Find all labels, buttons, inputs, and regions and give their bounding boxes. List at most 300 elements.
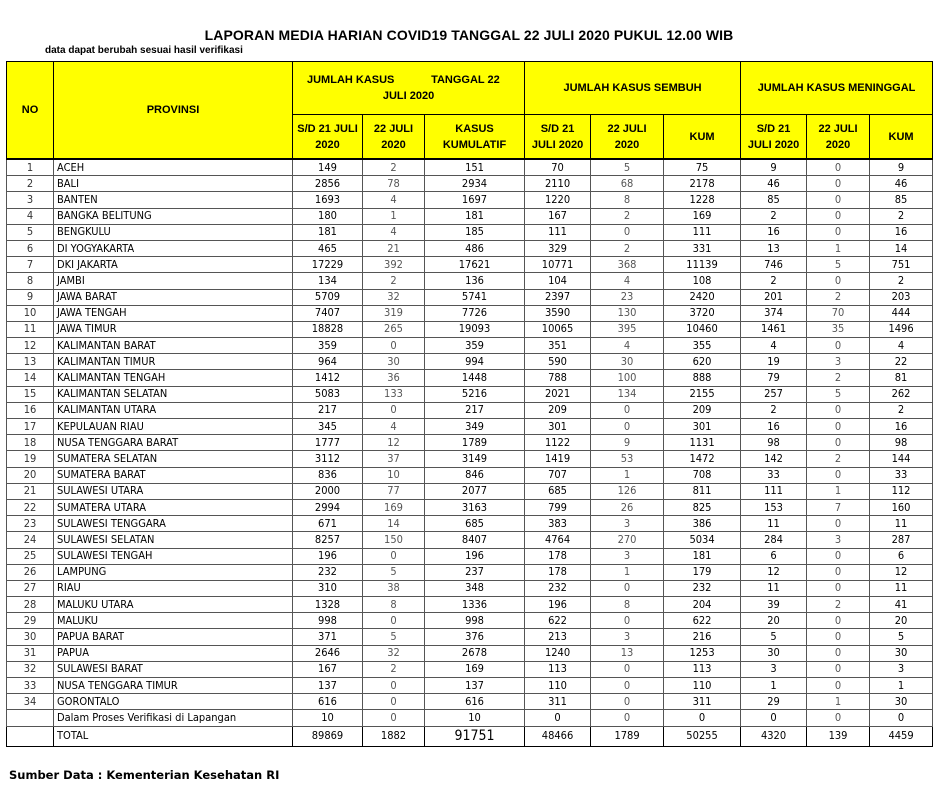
value-cell: 32 xyxy=(363,645,425,661)
value-cell: 8 xyxy=(591,597,664,613)
row-number: 19 xyxy=(7,451,54,467)
province-name: NUSA TENGGARA BARAT xyxy=(54,435,293,451)
row-number: 24 xyxy=(7,532,54,548)
value-cell: 112 xyxy=(870,483,933,499)
value-cell: 9 xyxy=(591,435,664,451)
value-cell: 0 xyxy=(807,338,870,354)
value-cell: 178 xyxy=(525,548,591,564)
value-cell: 2420 xyxy=(664,289,741,305)
row-number: 12 xyxy=(7,338,54,354)
value-cell: 8407 xyxy=(425,532,525,548)
table-row xyxy=(7,678,933,694)
value-cell: 23 xyxy=(591,289,664,305)
value-cell: 10 xyxy=(363,467,425,483)
row-number: 33 xyxy=(7,678,54,694)
value-cell: 37 xyxy=(363,451,425,467)
value-cell: 46 xyxy=(741,176,807,192)
value-cell: 151 xyxy=(425,159,525,176)
value-cell: 11 xyxy=(741,516,807,532)
value-cell: 20 xyxy=(870,613,933,629)
value-cell: 196 xyxy=(293,548,363,564)
row-number: 6 xyxy=(7,240,54,256)
value-cell: 0 xyxy=(807,710,870,726)
value-cell: 12 xyxy=(363,435,425,451)
value-cell: 0 xyxy=(591,580,664,596)
row-number: 20 xyxy=(7,467,54,483)
value-cell: 2646 xyxy=(293,645,363,661)
value-cell: 39 xyxy=(741,597,807,613)
value-cell: 3112 xyxy=(293,451,363,467)
table-row xyxy=(7,580,933,596)
table-row xyxy=(7,516,933,532)
value-cell: 5 xyxy=(870,629,933,645)
row-number: 21 xyxy=(7,483,54,499)
value-cell: 85 xyxy=(870,192,933,208)
header-group-sembuh: JUMLAH KASUS SEMBUH xyxy=(525,62,741,115)
value-cell: 2 xyxy=(591,208,664,224)
row-number: 17 xyxy=(7,419,54,435)
value-cell: 1 xyxy=(363,208,425,224)
subheader-cell xyxy=(870,115,933,160)
value-cell: 181 xyxy=(293,224,363,240)
value-cell: 100 xyxy=(591,370,664,386)
value-cell: 0 xyxy=(591,224,664,240)
province-name: SULAWESI TENGAH xyxy=(54,548,293,564)
value-cell: 0 xyxy=(363,338,425,354)
value-cell: 204 xyxy=(664,597,741,613)
report-title: LAPORAN MEDIA HARIAN COVID19 TANGGAL 22 JULI 2020 PUKUL 12.00 WIB xyxy=(204,27,734,43)
value-cell: 11 xyxy=(870,580,933,596)
table-row xyxy=(7,257,933,273)
value-cell: 2 xyxy=(741,208,807,224)
value-cell: 0 xyxy=(870,710,933,726)
value-cell: 18828 xyxy=(293,321,363,337)
value-cell: 209 xyxy=(664,402,741,418)
value-cell: 3 xyxy=(807,354,870,370)
value-cell: 2 xyxy=(870,208,933,224)
value-cell: 1 xyxy=(870,678,933,694)
value-cell: 139 xyxy=(807,726,870,746)
value-cell: 0 xyxy=(807,176,870,192)
table-header xyxy=(7,62,933,160)
subheader-line2: JULI 2020 xyxy=(531,138,584,151)
value-cell: 181 xyxy=(664,548,741,564)
table-row xyxy=(7,694,933,710)
province-name: KALIMANTAN UTARA xyxy=(54,402,293,418)
row-number: 7 xyxy=(7,257,54,273)
value-cell: 0 xyxy=(591,419,664,435)
province-name: SUMATERA SELATAN xyxy=(54,451,293,467)
value-cell: 33 xyxy=(870,467,933,483)
value-cell: 1 xyxy=(807,694,870,710)
value-cell: 98 xyxy=(870,435,933,451)
value-cell: 12 xyxy=(741,564,807,580)
value-cell: 1777 xyxy=(293,435,363,451)
table-row xyxy=(7,419,933,435)
subheader-line1: 22 JULI xyxy=(607,122,647,135)
value-cell: 5 xyxy=(591,159,664,176)
value-cell: 6 xyxy=(870,548,933,564)
value-cell: 213 xyxy=(525,629,591,645)
value-cell: 0 xyxy=(363,402,425,418)
value-cell: 616 xyxy=(293,694,363,710)
table-row xyxy=(7,273,933,289)
row-number: 32 xyxy=(7,661,54,677)
value-cell: 3720 xyxy=(664,305,741,321)
value-cell: 85 xyxy=(741,192,807,208)
table-row xyxy=(7,402,933,418)
subheader-cell xyxy=(363,115,425,160)
value-cell: 2 xyxy=(363,661,425,677)
value-cell: 4320 xyxy=(741,726,807,746)
value-cell: 2 xyxy=(363,273,425,289)
row-number: 22 xyxy=(7,499,54,515)
value-cell: 153 xyxy=(741,499,807,515)
province-name: PAPUA BARAT xyxy=(54,629,293,645)
value-cell: 137 xyxy=(425,678,525,694)
province-name: SUMATERA UTARA xyxy=(54,499,293,515)
value-cell: 2 xyxy=(591,240,664,256)
value-cell: 998 xyxy=(425,613,525,629)
value-cell: 4 xyxy=(591,338,664,354)
value-cell: 10 xyxy=(425,710,525,726)
value-cell: 671 xyxy=(293,516,363,532)
table-row xyxy=(7,451,933,467)
table-row xyxy=(7,370,933,386)
row-number: 18 xyxy=(7,435,54,451)
value-cell: 284 xyxy=(741,532,807,548)
table-row xyxy=(7,548,933,564)
value-cell: 310 xyxy=(293,580,363,596)
value-cell: 79 xyxy=(741,370,807,386)
value-cell: 7726 xyxy=(425,305,525,321)
value-cell: 19093 xyxy=(425,321,525,337)
table-body xyxy=(7,159,933,746)
row-number: 23 xyxy=(7,516,54,532)
province-name: TOTAL xyxy=(54,726,293,746)
value-cell: 0 xyxy=(807,224,870,240)
value-cell: 287 xyxy=(870,532,933,548)
value-cell: 8 xyxy=(363,597,425,613)
value-cell: 964 xyxy=(293,354,363,370)
value-cell: 5 xyxy=(741,629,807,645)
subheader-cell xyxy=(591,115,664,160)
value-cell: 1 xyxy=(807,483,870,499)
value-cell: 4459 xyxy=(870,726,933,746)
subheader-line2: 2020 xyxy=(315,138,340,151)
value-cell: 351 xyxy=(525,338,591,354)
subheader-cell xyxy=(741,115,807,160)
table-row xyxy=(7,597,933,613)
table-row xyxy=(7,613,933,629)
value-cell: 0 xyxy=(807,435,870,451)
value-cell: 3 xyxy=(591,516,664,532)
value-cell: 78 xyxy=(363,176,425,192)
value-cell: 4 xyxy=(741,338,807,354)
value-cell: 392 xyxy=(363,257,425,273)
value-cell: 2 xyxy=(807,451,870,467)
subheader-cell xyxy=(664,115,741,160)
value-cell: 311 xyxy=(525,694,591,710)
value-cell: 1789 xyxy=(591,726,664,746)
value-cell: 17229 xyxy=(293,257,363,273)
province-name: RIAU xyxy=(54,580,293,596)
value-cell: 7 xyxy=(807,499,870,515)
value-cell: 5709 xyxy=(293,289,363,305)
value-cell: 160 xyxy=(870,499,933,515)
value-cell: 5 xyxy=(363,564,425,580)
value-cell: 799 xyxy=(525,499,591,515)
value-cell: 203 xyxy=(870,289,933,305)
value-cell: 19 xyxy=(741,354,807,370)
value-cell: 2994 xyxy=(293,499,363,515)
row-number: 5 xyxy=(7,224,54,240)
subheader-line1: 22 JULI xyxy=(373,122,414,135)
value-cell: 301 xyxy=(525,419,591,435)
row-number: 27 xyxy=(7,580,54,596)
value-cell: 0 xyxy=(363,678,425,694)
value-cell: 2 xyxy=(870,402,933,418)
value-cell: 444 xyxy=(870,305,933,321)
value-cell: 0 xyxy=(591,402,664,418)
value-cell: 149 xyxy=(293,159,363,176)
value-cell: 9 xyxy=(741,159,807,176)
value-cell: 825 xyxy=(664,499,741,515)
value-cell: 16 xyxy=(870,224,933,240)
value-cell: 16 xyxy=(870,419,933,435)
table-row xyxy=(7,305,933,321)
subheader-line1: S/D 21 xyxy=(540,122,575,135)
value-cell: 1472 xyxy=(664,451,741,467)
value-cell: 16 xyxy=(741,419,807,435)
province-name: LAMPUNG xyxy=(54,564,293,580)
value-cell: 130 xyxy=(591,305,664,321)
value-cell: 144 xyxy=(870,451,933,467)
table-row xyxy=(7,208,933,224)
value-cell: 3149 xyxy=(425,451,525,467)
value-cell: 38 xyxy=(363,580,425,596)
value-cell: 1448 xyxy=(425,370,525,386)
header-group-kasus-line1: JUMLAH KASUS TANGGAL 22 xyxy=(307,74,500,86)
table-row xyxy=(7,661,933,677)
value-cell: 301 xyxy=(664,419,741,435)
value-cell: 14 xyxy=(363,516,425,532)
province-name: KALIMANTAN TENGAH xyxy=(54,370,293,386)
subheader-cell xyxy=(525,115,591,160)
value-cell: 622 xyxy=(525,613,591,629)
value-cell: 179 xyxy=(664,564,741,580)
value-cell: 41 xyxy=(870,597,933,613)
value-cell: 11139 xyxy=(664,257,741,273)
value-cell: 0 xyxy=(807,159,870,176)
table-row xyxy=(7,224,933,240)
value-cell: 349 xyxy=(425,419,525,435)
value-cell: 345 xyxy=(293,419,363,435)
value-cell: 994 xyxy=(425,354,525,370)
province-name: PAPUA xyxy=(54,645,293,661)
province-name: GORONTALO xyxy=(54,694,293,710)
row-number: 15 xyxy=(7,386,54,402)
value-cell: 319 xyxy=(363,305,425,321)
value-cell: 888 xyxy=(664,370,741,386)
value-cell: 20 xyxy=(741,613,807,629)
value-cell: 620 xyxy=(664,354,741,370)
value-cell: 1 xyxy=(591,564,664,580)
value-cell: 196 xyxy=(525,597,591,613)
value-cell: 1461 xyxy=(741,321,807,337)
value-cell: 5 xyxy=(363,629,425,645)
value-cell: 110 xyxy=(525,678,591,694)
value-cell: 3 xyxy=(741,661,807,677)
row-number: 1 xyxy=(7,159,54,176)
value-cell: 590 xyxy=(525,354,591,370)
province-name: SULAWESI UTARA xyxy=(54,483,293,499)
value-cell: 46 xyxy=(870,176,933,192)
value-cell: 355 xyxy=(664,338,741,354)
table-row xyxy=(7,321,933,337)
value-cell: 81 xyxy=(870,370,933,386)
row-number: 8 xyxy=(7,273,54,289)
value-cell: 111 xyxy=(525,224,591,240)
value-cell: 2 xyxy=(807,289,870,305)
row-number xyxy=(7,726,54,746)
value-cell: 1122 xyxy=(525,435,591,451)
value-cell: 209 xyxy=(525,402,591,418)
value-cell: 0 xyxy=(591,661,664,677)
report-subtitle: data dapat berubah sesuai hasil verifikasi xyxy=(45,45,243,56)
province-name: Dalam Proses Verifikasi di Lapangan xyxy=(54,710,293,726)
value-cell: 16 xyxy=(741,224,807,240)
value-cell: 4 xyxy=(363,224,425,240)
value-cell: 142 xyxy=(741,451,807,467)
province-name: MALUKU UTARA xyxy=(54,597,293,613)
value-cell: 1789 xyxy=(425,435,525,451)
value-cell: 998 xyxy=(293,613,363,629)
value-cell: 169 xyxy=(363,499,425,515)
value-cell: 0 xyxy=(807,208,870,224)
total-row xyxy=(7,726,933,746)
value-cell: 0 xyxy=(807,678,870,694)
province-name: JAWA TIMUR xyxy=(54,321,293,337)
row-number xyxy=(7,710,54,726)
province-name: JAWA TENGAH xyxy=(54,305,293,321)
province-name: DI YOGYAKARTA xyxy=(54,240,293,256)
province-name: SULAWESI BARAT xyxy=(54,661,293,677)
value-cell: 70 xyxy=(807,305,870,321)
value-cell: 751 xyxy=(870,257,933,273)
row-number: 26 xyxy=(7,564,54,580)
row-number: 29 xyxy=(7,613,54,629)
value-cell: 98 xyxy=(741,435,807,451)
value-cell: 4 xyxy=(363,192,425,208)
row-number: 25 xyxy=(7,548,54,564)
value-cell: 2178 xyxy=(664,176,741,192)
table-row xyxy=(7,564,933,580)
province-name: BALI xyxy=(54,176,293,192)
subheader-cell xyxy=(425,115,525,160)
value-cell: 4 xyxy=(591,273,664,289)
value-cell: 2021 xyxy=(525,386,591,402)
value-cell: 13 xyxy=(741,240,807,256)
value-cell: 30 xyxy=(741,645,807,661)
value-cell: 0 xyxy=(807,613,870,629)
value-cell: 75 xyxy=(664,159,741,176)
value-cell: 137 xyxy=(293,678,363,694)
row-number: 31 xyxy=(7,645,54,661)
value-cell: 395 xyxy=(591,321,664,337)
table-row xyxy=(7,435,933,451)
value-cell: 50255 xyxy=(664,726,741,746)
table-row xyxy=(7,289,933,305)
subheader-line2: KUMULATIF xyxy=(442,138,507,151)
value-cell: 108 xyxy=(664,273,741,289)
value-cell: 331 xyxy=(664,240,741,256)
value-cell: 217 xyxy=(293,402,363,418)
value-cell: 2000 xyxy=(293,483,363,499)
table-row xyxy=(7,176,933,192)
value-cell: 134 xyxy=(293,273,363,289)
province-name: MALUKU xyxy=(54,613,293,629)
row-number: 30 xyxy=(7,629,54,645)
value-cell: 262 xyxy=(870,386,933,402)
subheader-cell xyxy=(807,115,870,160)
province-name: KALIMANTAN SELATAN xyxy=(54,386,293,402)
value-cell: 257 xyxy=(741,386,807,402)
table-row xyxy=(7,192,933,208)
value-cell: 36 xyxy=(363,370,425,386)
value-cell: 104 xyxy=(525,273,591,289)
value-cell: 1253 xyxy=(664,645,741,661)
value-cell: 0 xyxy=(807,402,870,418)
subheader-line1: S/D 21 JULI xyxy=(297,122,358,135)
value-cell: 91751 xyxy=(425,726,525,746)
value-cell: 35 xyxy=(807,321,870,337)
table-row xyxy=(7,338,933,354)
value-cell: 9 xyxy=(870,159,933,176)
subheader-line1: KUM xyxy=(689,130,715,143)
value-cell: 53 xyxy=(591,451,664,467)
value-cell: 26 xyxy=(591,499,664,515)
province-name: KALIMANTAN TIMUR xyxy=(54,354,293,370)
value-cell: 150 xyxy=(363,532,425,548)
value-cell: 348 xyxy=(425,580,525,596)
value-cell: 465 xyxy=(293,240,363,256)
value-cell: 8257 xyxy=(293,532,363,548)
value-cell: 311 xyxy=(664,694,741,710)
value-cell: 11 xyxy=(741,580,807,596)
table-row xyxy=(7,532,933,548)
province-name: KALIMANTAN BARAT xyxy=(54,338,293,354)
value-cell: 136 xyxy=(425,273,525,289)
value-cell: 3 xyxy=(591,629,664,645)
value-cell: 1228 xyxy=(664,192,741,208)
value-cell: 111 xyxy=(741,483,807,499)
value-cell: 3163 xyxy=(425,499,525,515)
value-cell: 232 xyxy=(293,564,363,580)
value-cell: 0 xyxy=(363,613,425,629)
value-cell: 1693 xyxy=(293,192,363,208)
value-cell: 383 xyxy=(525,516,591,532)
value-cell: 707 xyxy=(525,467,591,483)
subheader-line2: 2020 xyxy=(381,138,406,151)
value-cell: 1 xyxy=(591,467,664,483)
value-cell: 216 xyxy=(664,629,741,645)
value-cell: 30 xyxy=(591,354,664,370)
value-cell: 0 xyxy=(807,580,870,596)
value-cell: 29 xyxy=(741,694,807,710)
value-cell: 167 xyxy=(525,208,591,224)
subheader-line1: KASUS xyxy=(455,122,494,135)
